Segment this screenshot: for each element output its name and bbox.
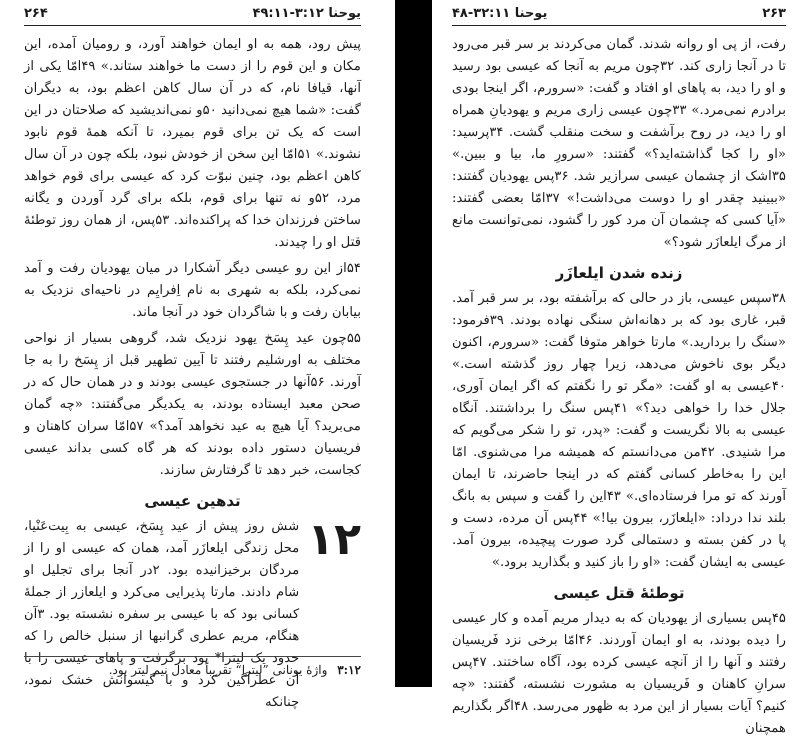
running-head-book <box>452 6 547 21</box>
page-gutter <box>395 0 432 687</box>
footnote-ref: ۳:۱۲ <box>337 663 361 677</box>
paragraph: ۴۵پس بسیاری از یهودیان که به دیدار مریم آمده و کار عیسی را دیده بودند، به او ایمان آوردند. ۴۶امّا برخی نزد فَریسیان رفتند و آنها را از آنچه عیسی کرده بود، آگاه ساختند. ۴۷پس سرانِ کاهنان و فَریسیان به مشورت نشسته، گفتند: «چه کنیم؟ آیات بسیار از این مرد به ظهور می‌رسد. ۴۸اگر بگذاریم همچنان <box>452 611 787 736</box>
section-heading: زنده شدن ایلعازَر <box>555 264 683 282</box>
footnote <box>24 656 361 679</box>
chapter-number: ۱۲ <box>307 514 361 565</box>
running-head-book <box>253 6 361 21</box>
right-page <box>432 0 800 736</box>
paragraph: ۵۵چون عید پِسَخ یهود نزدیک شد، گروهی بسیار از نواحی مختلف به اورشلیم رفتند تا آیین تطهیر قبل از پِسَخ را به جا آورند. ۵۶آنها در جستجوی عیسی بودند و در همان حال که در صحن معبد ایستاده بودند، به یکدیگر می‌گفتند: «چه گمان می‌برید؟ آیا هیچ به عید نخواهد آمد؟» ۵۷امّا سران کاهنان و فریسیان دستور داده بودند که هر گاه کسی بداند عیسی کجاست، خبر دهد تا گرفتارش سازند. <box>24 331 361 478</box>
book-name: یوحنا <box>514 6 548 21</box>
paragraph: ۵۴از این رو عیسی دیگر آشکارا در میان یهودیان رفت و آمد نمی‌کرد، بلکه به شهری به نام اِفرایِم در ناحیه‌ای نزدیک به بیابان رفت و با شاگردان خود در آنجا ماند. <box>24 261 361 320</box>
page-number: ۲۶۴ <box>24 6 48 21</box>
running-head-right <box>452 6 786 26</box>
verse-range: ۳:۱۲-۴۹:۱۱ <box>252 6 324 21</box>
running-head-left <box>24 6 361 26</box>
section-heading: تدهین عیسی <box>144 492 241 510</box>
verse-range: ۳۲:۱۱-۴۸ <box>452 6 511 21</box>
left-page <box>0 0 395 710</box>
paragraph: رفت، از پی او روانه شدند. گمان می‌کردند بر سر قبر می‌رود تا در آنجا زاری کند. ۳۲چون مریم به آنجا که عیسی بود رسید و او را دید، به پاهای او افتاد و گفت: «سرورم، اگر اینجا بودی برادرم نمی‌مرد.» ۳۳چون عیسی زاری مریم و یهودیانِ همراه او را دید، در روح برآشفت و سخت منقلب گشت. ۳۴پرسید: «او را کجا گذاشته‌اید؟» گفتند: «سرورِ ما، بیا و ببین.» ۳۵اشک از چشمان عیسی سرازیر شد. ۳۶پس یهودیان گفتند: «ببینید چقدر او را دوست می‌داشت!» ۳۷امّا بعضی گفتند: «آیا کسی که چشمان آن مرد کور را گشود، نمی‌توانست مانع از مرگ ایلعازَر شود؟» <box>452 37 786 250</box>
chapter-start <box>24 516 361 718</box>
paragraph: شش روز پیش از عید پِسَخ، عیسی به بِیت‌عَنْیا، محل زندگی ایلعازَر آمد، همان که عیسی او را از مردگان برخیزانیده بود. ۲در آنجا برای تجلیل او شام دادند. مارتا پذیرایی می‌کرد و ایلعازر از جملهٔ کسانی بود که با عیسی بر سفره نشسته بود. ۳آن هنگام، مریم عطری گرانبها از سنبل خالص را که حدود یک لیترا* بود برگرفت و پاهای عیسی را با آن عطرآگین کرد و با گیسوانش خشک نمود، چنانکه <box>24 519 300 710</box>
section-heading: توطئهٔ قتل عیسی <box>553 584 685 602</box>
paragraph: پیش رود، همه به او ایمان خواهند آورد، و رومیان آمده، این مکان و این قوم را از دست ما خواهند ستاند.» ۴۹امّا یکی از آنها، قیافا نام، که در آن سال کاهن اعظم بود، به دیگران گفت: «شما هیچ نمی‌دانید ۵۰و نمی‌اندیشید که صلاحتان در این است که یک تن برای قوم بمیرد، تا آنکه همهٔ قوم نابود نشوند.» ۵۱امّا این سخن از خودش نبود، بلکه چون در آن سال کاهن اعظم بود، چنین نبوّت کرد که عیسی برای قوم خواهد مرد، ۵۲و نه تنها برای قوم، بلکه برای گرد آوردن و یگانه ساختن فرزندان خدا که پراکنده‌اند. ۵۳پس، از همان روز توطئهٔ قتل او را چیدند. <box>24 37 361 250</box>
book-name: یوحنا <box>328 6 361 21</box>
footnote-text: واژهٔ یونانی ”لیترا“ تقریباً معادل نیم لیتر بود. <box>108 663 328 677</box>
page-number: ۲۶۳ <box>762 6 786 21</box>
paragraph: ۳۸سپس عیسی، باز در حالی که برآشفته بود، بر سر قبر آمد. قبر، غاری بود که بر دهانه‌اش سنگی نهاده بودند. ۳۹فرمود: «سنگ را بردارید.» مارتا خواهر متوفا گفت: «سرورم، اکنون دیگر بوی ناخوش می‌دهد، زیرا چهار روز گذشته است.» ۴۰عیسی به او گفت: «مگر تو را نگفتم که اگر ایمان آوری، جلال خدا را خواهی دید؟» ۴۱پس سنگ را برداشتند. آنگاه عیسی به بالا نگریست و گفت: «پدر، تو را شکر می‌گویم که مرا شنیدی. ۴۲من می‌دانستم که همیشه مرا می‌شنوی. امّا این را به‌خاطر کسانی گفتم که در اینجا حاضرند، تا ایمان آورند که تو مرا فرستاده‌ای.» ۴۳این را گفت و سپس به بانگ بلند ندا درداد: «ایلعازَر، بیرون بیا!» ۴۴پس آن مرده، دست و پا در کفن بسته و دستمالی گرد صورت پیچیده، بیرون آمد. عیسی به ایشان گفت: «او را باز کنید و بگذارید برود.» <box>452 291 786 570</box>
